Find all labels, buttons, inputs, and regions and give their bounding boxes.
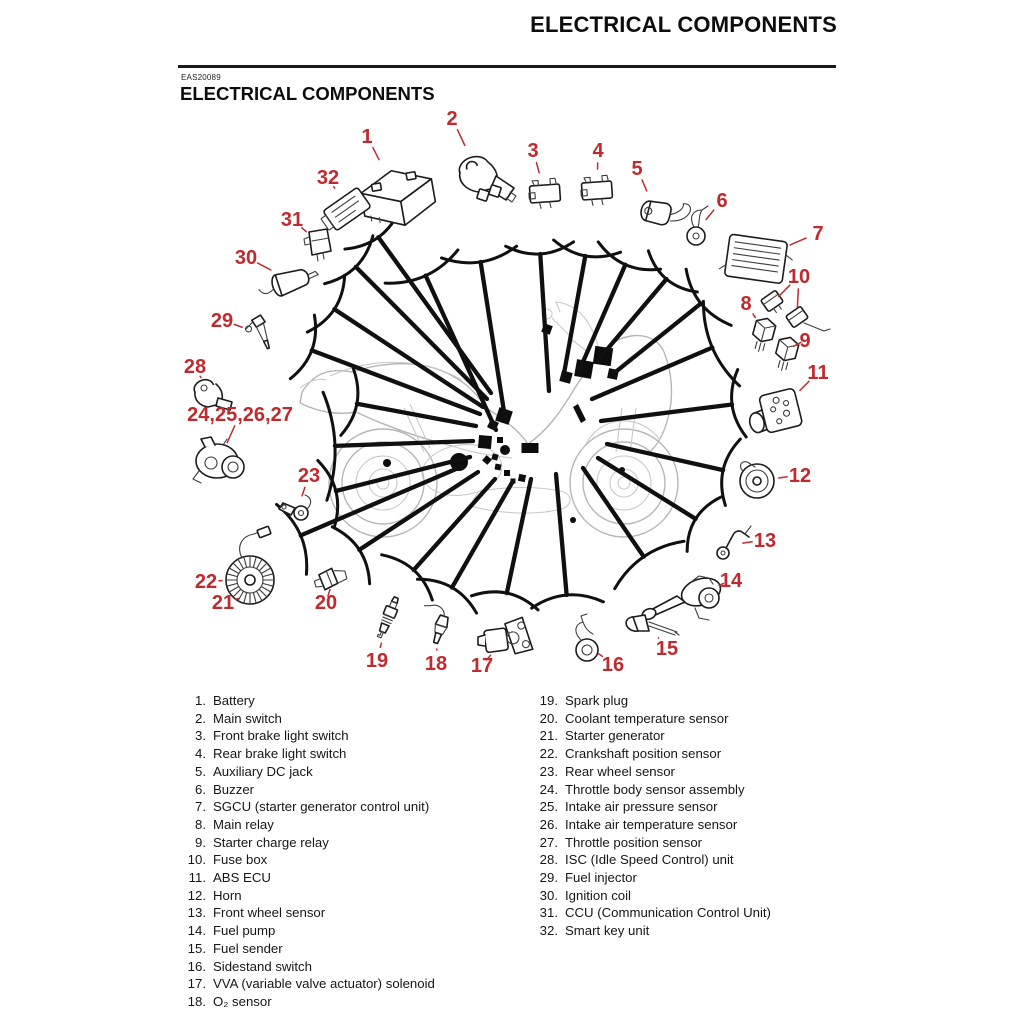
- legend-item: [528, 851, 771, 869]
- legend-item-label: Spark plug: [565, 693, 629, 708]
- legend-item: [528, 798, 771, 816]
- legend-item-label: Rear brake light switch: [213, 746, 347, 762]
- legend-item-label: Fuel sender: [213, 940, 283, 956]
- legend-item-number: 4.: [195, 746, 206, 762]
- legend-item-label: Throttle position sensor: [565, 834, 703, 850]
- callout-number-29: 29: [210, 310, 234, 332]
- legend-item: [528, 904, 771, 922]
- legend-item-number: 16.: [187, 958, 206, 974]
- legend-item: [180, 692, 435, 710]
- legend-item: [180, 763, 435, 781]
- legend-item: [528, 781, 771, 799]
- legend-item: [528, 887, 771, 905]
- component-icon-17: [478, 617, 533, 655]
- legend-item-number: 28.: [539, 852, 558, 868]
- component-icon-18: [415, 602, 453, 645]
- callout-number-28: 28: [183, 356, 207, 378]
- legend-item-number: 14.: [187, 923, 206, 939]
- legend-item: [180, 834, 435, 852]
- callout-number-8: 8: [740, 293, 752, 315]
- legend-item-number: 2.: [195, 710, 206, 726]
- legend-item: [180, 904, 435, 922]
- callout-number-22: 22: [194, 571, 218, 593]
- legend-item: [180, 816, 435, 834]
- legend-item-number: 32.: [539, 923, 558, 939]
- legend-item-number: 12.: [187, 887, 206, 903]
- component-icon-2: [456, 153, 516, 202]
- callout-number-23: 23: [297, 465, 321, 487]
- legend-item-number: 13.: [187, 905, 206, 921]
- callout-number-4: 4: [592, 140, 604, 162]
- component-icon-8: [749, 316, 777, 354]
- legend-item: [180, 798, 435, 816]
- callout-number-11: 11: [807, 362, 829, 384]
- legend-item: [180, 993, 435, 1011]
- callout-number-14: 14: [719, 570, 743, 592]
- callout-number-13: 13: [753, 530, 777, 552]
- component-icon-20: [312, 565, 348, 592]
- callout-number-7: 7: [812, 223, 824, 245]
- callout-number-21: 21: [211, 592, 235, 614]
- callout-number-9: 9: [799, 330, 811, 352]
- legend-item-label: Buzzer: [213, 781, 255, 797]
- legend-item-label: Starter charge relay: [213, 834, 329, 850]
- legend-item-label: Sidestand switch: [213, 958, 312, 974]
- legend-item-label: Starter generator: [565, 728, 665, 744]
- legend-item: [528, 834, 771, 852]
- legend-item-label: Throttle body sensor assembly: [565, 781, 745, 797]
- legend-item: [528, 745, 771, 763]
- legend-item: [180, 745, 435, 763]
- legend-item-number: 27.: [539, 834, 558, 850]
- legend-item-label: Coolant temperature sensor: [565, 710, 729, 726]
- legend-column-left: [180, 692, 435, 1011]
- callout-number-16: 16: [601, 654, 625, 676]
- component-icon-24-27: [193, 437, 244, 483]
- callout-number-31: 31: [280, 209, 304, 231]
- legend-item: [180, 781, 435, 799]
- component-icon-19: [375, 595, 402, 639]
- legend-item-number: 7.: [195, 799, 206, 815]
- component-icon-29: [243, 314, 274, 353]
- component-icon-23: [279, 495, 311, 520]
- legend-item-number: 9.: [195, 834, 206, 850]
- legend-item-label: Front wheel sensor: [213, 905, 326, 921]
- legend-item-label: Main switch: [213, 710, 282, 726]
- section-code: EAS20089: [181, 73, 221, 82]
- callout-number-18: 18: [424, 653, 448, 675]
- legend-item: [180, 975, 435, 993]
- component-icon-32: [318, 187, 371, 234]
- legend-item: [180, 869, 435, 887]
- legend-item-number: 25.: [539, 799, 558, 815]
- legend-item: [528, 763, 771, 781]
- legend-item-number: 26.: [539, 816, 558, 832]
- legend-item-label: Battery: [213, 693, 255, 708]
- legend-item-number: 5.: [195, 763, 206, 779]
- callout-number-20: 20: [314, 592, 338, 614]
- legend-item-label: Main relay: [213, 816, 274, 832]
- legend-item-number: 15.: [187, 940, 206, 956]
- section-title: ELECTRICAL COMPONENTS: [180, 83, 435, 104]
- legend-item: [528, 727, 771, 745]
- callout-number-5: 5: [631, 158, 643, 180]
- legend-item-label: Intake air pressure sensor: [565, 799, 718, 815]
- component-icon-31: [304, 229, 331, 261]
- legend-item-label: ISC (Idle Speed Control) unit: [565, 852, 734, 868]
- callout-number-30: 30: [234, 247, 258, 269]
- legend-item-label: Fuel pump: [213, 923, 276, 939]
- legend-item-number: 30.: [539, 887, 558, 903]
- component-icon-16: [576, 614, 598, 661]
- legend-item: [180, 922, 435, 940]
- legend-item: [180, 958, 435, 976]
- legend-item-number: 23.: [539, 763, 558, 779]
- legend-item-label: Intake air temperature sensor: [565, 816, 738, 832]
- callout-number-15: 15: [655, 638, 679, 660]
- legend-item-number: 20.: [539, 710, 558, 726]
- callout-number-10: 10: [787, 266, 811, 288]
- legend-item: [528, 869, 771, 887]
- legend-item-label: Horn: [213, 887, 242, 903]
- component-icon-9: [772, 335, 800, 373]
- legend-item-label: Front brake light switch: [213, 728, 349, 744]
- legend-column-right: [528, 692, 771, 940]
- legend-item: [528, 816, 771, 834]
- legend-item-number: 19.: [539, 693, 558, 708]
- legend-item: [528, 922, 771, 940]
- legend-item-label: Smart key unit: [565, 923, 650, 939]
- legend-item-label: Fuel injector: [565, 870, 637, 886]
- callout-number-32: 32: [316, 167, 340, 189]
- callout-number-12: 12: [788, 465, 812, 487]
- legend-item-number: 29.: [539, 870, 558, 886]
- legend-item: [528, 710, 771, 728]
- legend-item: [180, 887, 435, 905]
- legend-item-label: ABS ECU: [213, 870, 271, 886]
- legend-item-label: SGCU (starter generator control unit): [213, 799, 430, 815]
- legend-item-number: 3.: [195, 728, 206, 744]
- callout-number-19: 19: [365, 650, 389, 672]
- legend-item-number: 17.: [187, 976, 206, 992]
- legend-item-number: 11.: [188, 870, 206, 886]
- legend-item-number: 8.: [195, 816, 206, 832]
- legend-item: [180, 940, 435, 958]
- legend-item-label: O₂ sensor: [213, 993, 272, 1009]
- legend-item-number: 1.: [195, 693, 206, 708]
- page-header-title: ELECTRICAL COMPONENTS: [530, 12, 837, 37]
- legend-item-number: 10.: [187, 852, 206, 868]
- component-icon-5: [639, 193, 692, 231]
- legend-item-number: 18.: [187, 993, 206, 1009]
- component-icon-14: [641, 573, 724, 621]
- legend-item-number: 21.: [539, 728, 558, 744]
- legend-item: [180, 710, 435, 728]
- legend-item-number: 6.: [195, 781, 206, 797]
- legend-item-label: Crankshaft position sensor: [565, 746, 722, 762]
- callout-number-2: 2: [446, 108, 458, 130]
- component-icon-7: [718, 233, 794, 284]
- component-icon-12: [740, 462, 774, 498]
- legend-item: [180, 727, 435, 745]
- legend-item-label: Fuse box: [213, 852, 268, 868]
- callout-number-1: 1: [361, 126, 373, 148]
- legend-item-number: 22.: [539, 746, 558, 762]
- legend-item: [180, 851, 435, 869]
- legend-item-number: 24.: [539, 781, 558, 797]
- legend-item: [528, 692, 771, 710]
- component-icon-4: [580, 175, 613, 206]
- callout-number-6: 6: [716, 190, 728, 212]
- legend-item-label: Ignition coil: [565, 887, 631, 903]
- legend-item-label: VVA (variable valve actuator) solenoid: [213, 976, 435, 992]
- component-icon-11: [744, 388, 803, 437]
- callout-number-17: 17: [470, 655, 494, 677]
- legend-item-label: Rear wheel sensor: [565, 763, 675, 779]
- callout-number-24-27: 24,25,26,27: [187, 404, 293, 426]
- legend-item-number: 31.: [539, 905, 558, 921]
- legend-item-label: Auxiliary DC jack: [213, 763, 313, 779]
- legend-item-label: CCU (Communication Control Unit): [565, 905, 771, 921]
- component-icon-3: [528, 178, 561, 209]
- callout-number-3: 3: [527, 140, 539, 162]
- component-icon-1: [358, 164, 439, 232]
